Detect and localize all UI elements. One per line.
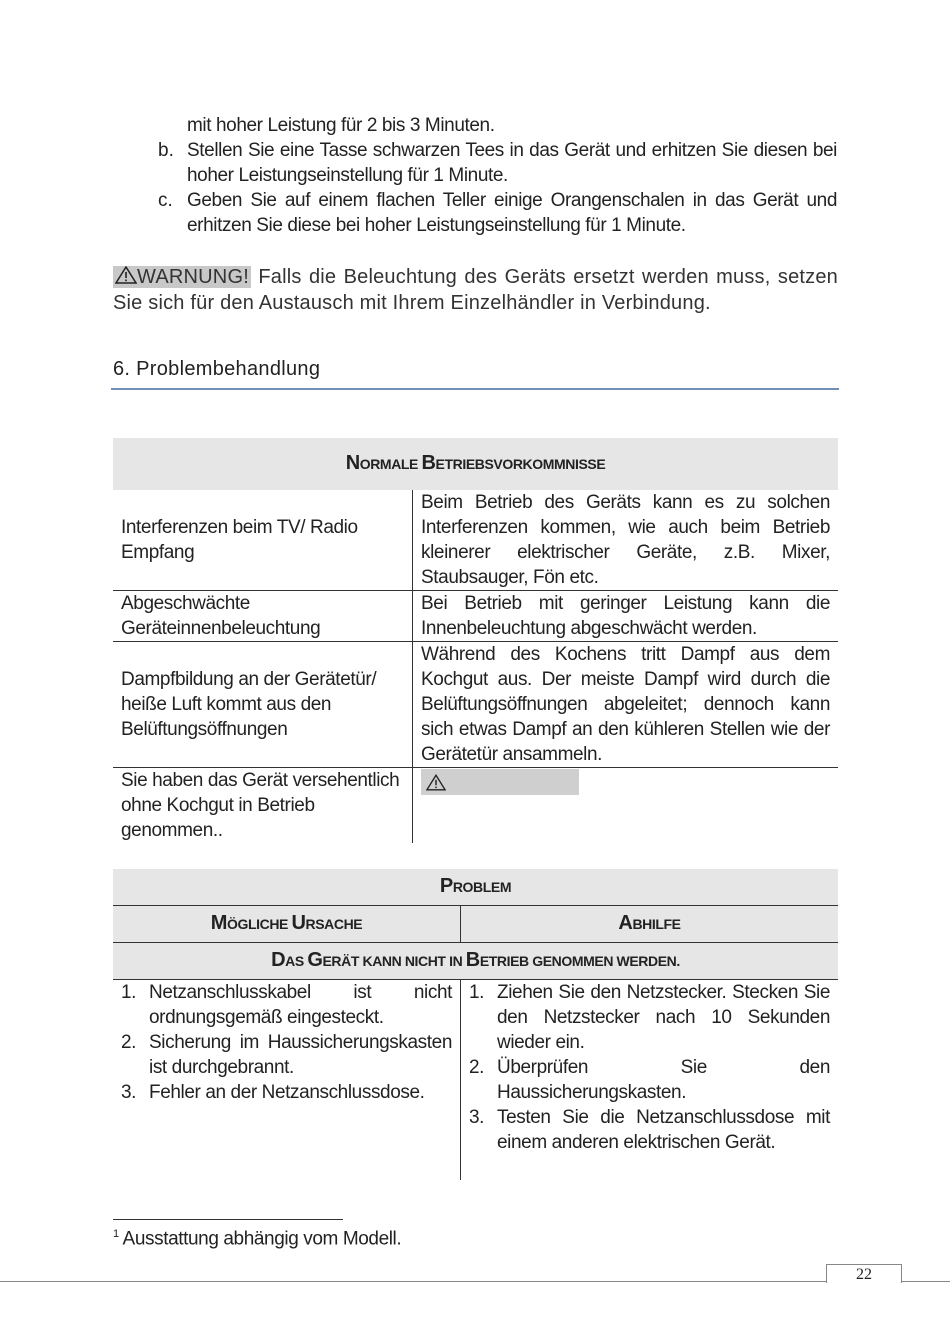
- section-title: 6. Problembehandlung: [113, 358, 321, 380]
- remedies-list: [469, 980, 830, 1155]
- issue-cell: Dampfbildung an der Gerätetür/ heiße Luft kommt aus den Belüftungsöffnungen: [113, 642, 413, 768]
- issue-cell: Interferenzen beim TV/ Radio Empfang: [113, 490, 413, 591]
- list-item-a-tail: mit hoher Leistung für 2 bis 3 Minuten.: [187, 115, 495, 136]
- table-row: [113, 980, 838, 1181]
- list-item: 1. Netzanschlusskabel ist nicht ordnungsgemäß eingesteckt.: [121, 982, 452, 1028]
- list-item-c: Geben Sie auf einem flachen Teller einige Orangenschalen in das Gerät und erhitzen Sie diese bei hoher Leistungseinstellung für 1 Minute.: [187, 190, 837, 236]
- problem-table: [113, 869, 838, 1180]
- page-footer-line: [0, 1281, 950, 1282]
- table-row: [113, 490, 838, 591]
- warning-triangle-icon: [115, 266, 137, 288]
- issue-cell: Sie haben das Gerät versehentlich ohne Kochgut in Betrieb genommen..: [113, 768, 413, 844]
- list-marker-c: c.: [158, 190, 173, 211]
- problem-subheader: DAS GERÄT KANN NICHT IN BETRIEB GENOMMEN WERDEN.: [113, 943, 838, 980]
- list-item: 3. Fehler an der Netzanschlussdose.: [121, 1082, 425, 1103]
- explanation-cell: Während des Kochens tritt Dampf aus dem Kochgut aus. Der meiste Dampf wird durch die Belüftungsöffnungen abgeleitet; dennoch kann sich etwas Dampf an den kühleren Stellen wie der Gerätetür ansammeln.: [413, 642, 839, 768]
- list-item: 1. Ziehen Sie den Netzstecker. Stecken Sie den Netzstecker nach 10 Sekunden wieder ein.: [469, 982, 830, 1053]
- issue-cell: Abgeschwächte Geräteinnenbeleuchtung: [113, 591, 413, 642]
- explanation-cell: Beim Betrieb des Geräts kann es zu solchen Interferenzen kommen, wie auch beim Betrieb kleinerer elektrischer Geräte, z.B. Mixer, Staubsauger, Fön etc.: [421, 492, 830, 588]
- normal-table-header: NORMALE BETRIEBSVORKOMMNISSE: [113, 438, 838, 490]
- warning-label-box: [113, 266, 251, 288]
- explanation-cell: Bei Betrieb mit geringer Leistung kann die Innenbeleuchtung abgeschwächt werden.: [413, 591, 839, 642]
- table-row: [113, 591, 838, 642]
- list-item: 2. Überprüfen Sie den Haussicherungskasten.: [469, 1057, 830, 1103]
- footnote-rule: [113, 1219, 343, 1220]
- warning-label: WARNUNG!: [137, 266, 249, 288]
- list-marker-b: b.: [158, 140, 174, 161]
- table-row: [113, 768, 838, 844]
- normal-operations-table: [113, 438, 838, 843]
- page-number: 22: [826, 1264, 902, 1283]
- footnote: $^1$ Ausstattung abhängig vom Modell.: [113, 1228, 402, 1250]
- table-row: [113, 642, 838, 768]
- list-item-b: Stellen Sie eine Tasse schwarzen Tees in das Gerät und erhitzen Sie diesen bei hoher Leistungseinstellung für 1 Minute.: [187, 140, 837, 186]
- list-item: 3. Testen Sie die Netzanschlussdose mit einem anderen elektrischen Gerät.: [469, 1107, 830, 1153]
- causes-cell: [113, 980, 461, 1181]
- warning-paragraph: [113, 264, 838, 316]
- causes-list: [121, 980, 452, 1105]
- explanation-cell: [413, 768, 839, 844]
- section-rule: [111, 388, 839, 390]
- column-header-cause: MÖGLICHE URSACHE: [113, 906, 461, 943]
- warning-placeholder-bar: [421, 769, 579, 795]
- warning-text: Falls die Beleuchtung des Geräts ersetzt werden muss, setzen Sie sich für den Austausch mit Ihrem Einzelhändler in Verbindung.: [113, 266, 838, 314]
- problem-table-header: PROBLEM: [113, 869, 838, 906]
- remedies-cell: [461, 980, 839, 1181]
- column-header-remedy: ABHILFE: [461, 906, 839, 943]
- list-item: 2. Sicherung im Haussicherungskasten ist durchgebrannt.: [121, 1032, 452, 1078]
- warning-triangle-icon: [426, 773, 446, 798]
